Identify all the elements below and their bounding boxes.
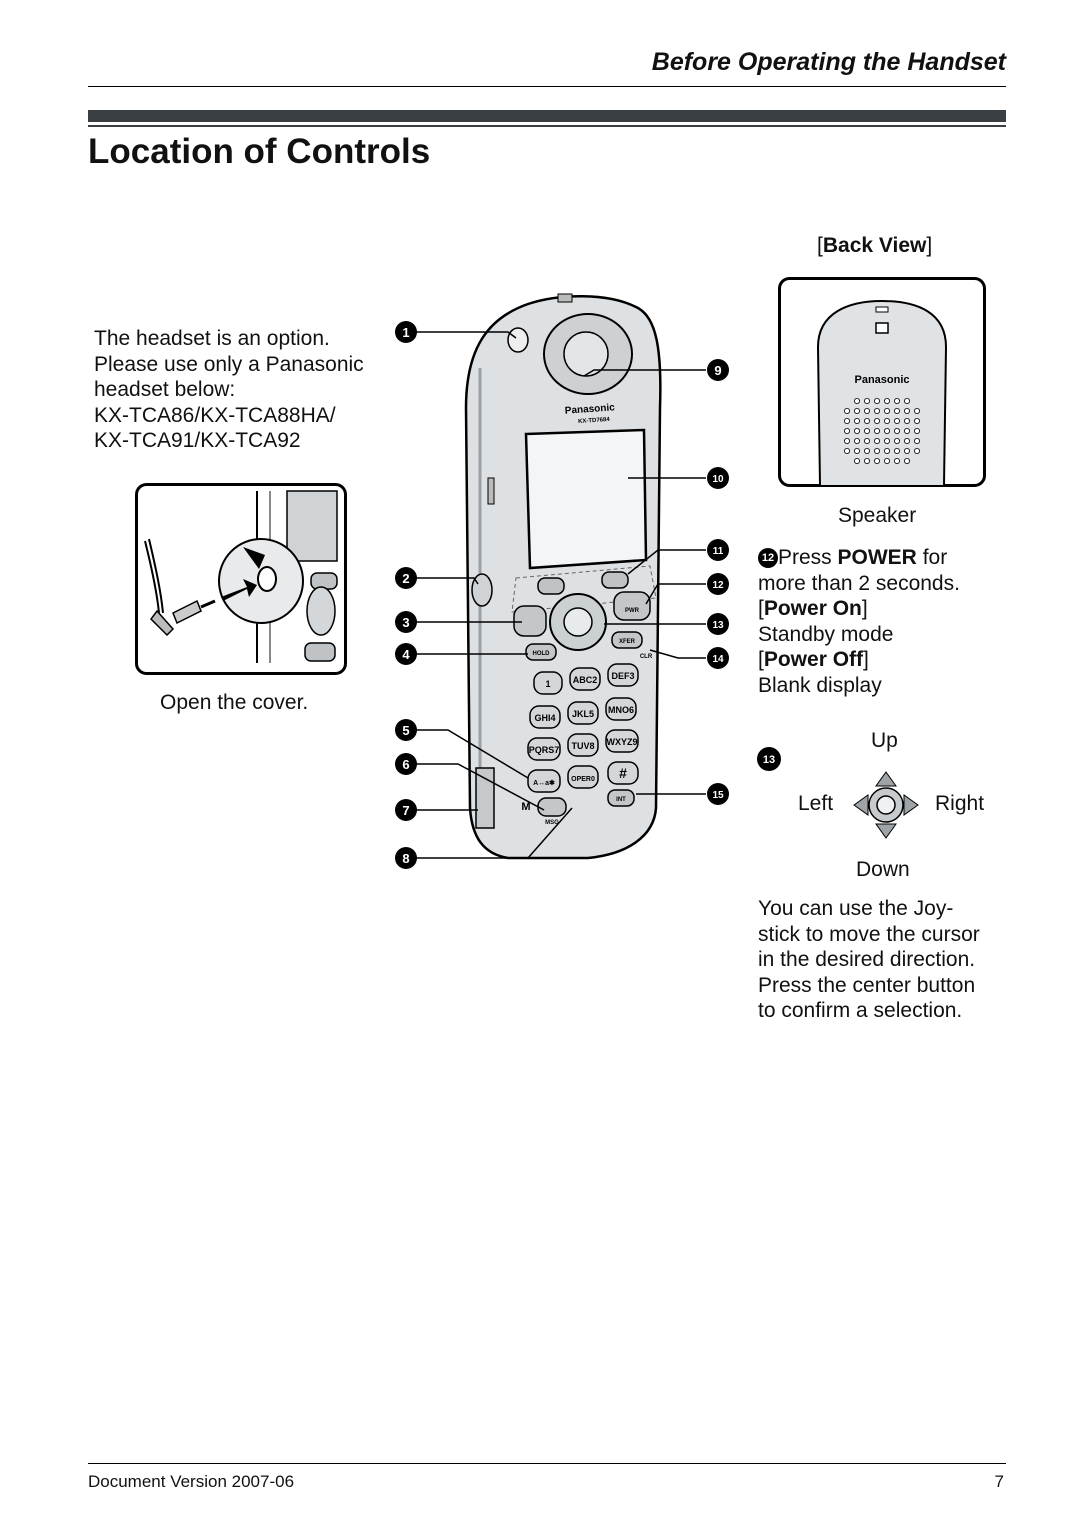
key-5-label: JKL5 [571,709,595,719]
section-header-title: Before Operating the Handset [651,48,1006,76]
speaker-hole [884,448,889,453]
speaker-hole [874,438,879,443]
page-title: Location of Controls [88,132,431,171]
handset-front-illustration [388,288,740,882]
joystick-down-label: Down [856,858,910,881]
back-view-label [817,234,932,258]
key-2-label: ABC2 [572,675,598,685]
power-line-2: more than 2 seconds. [758,571,960,595]
speaker-hole [864,398,869,403]
speaker-hole [854,438,859,443]
headset-note-line: Please use only a Panasonic [94,352,364,376]
speaker-hole [884,428,889,433]
handset-model: KX-TD7684 [577,416,610,426]
joystick-desc-line: to confirm a selection. [758,999,963,1022]
speaker-hole [904,418,909,423]
power-off-title: Power Off [763,648,864,671]
pwr-key-label: PWR [625,608,639,614]
speaker-hole [894,448,899,453]
callout-5: 5 [402,723,410,738]
xfer-key-label: XFER [618,639,636,645]
headset-model-line: KX-TCA86/KX-TCA88HA/ [94,403,336,427]
speaker-hole [884,408,889,413]
speaker-hole [904,398,909,403]
key-4-label: GHI4 [534,713,556,723]
key-0-label: OPER0 [571,776,595,783]
key-star-label: A↔a✱ [533,780,555,787]
speaker-hole [874,398,879,403]
speaker-hole [864,428,869,433]
speaker-hole [844,448,849,453]
speaker-hole [884,458,889,463]
speaker-hole [904,448,909,453]
callout-9: 9 [714,363,722,378]
speaker-hole [854,418,859,423]
document-version: Document Version 2007-06 [88,1472,295,1491]
power-on-desc: Standby mode [758,622,894,646]
back-view-title: Back View [822,234,927,257]
callout-12-inline: 12 [758,548,778,568]
callout-2: 2 [402,571,410,586]
power-key-name: POWER [837,546,917,569]
speaker-hole [884,418,889,423]
key-7-label: PQRS7 [528,745,560,755]
speaker-hole [894,398,899,403]
callout-12: 12 [712,580,724,591]
key-1-label: 1 [545,679,551,689]
callout-13-joystick [756,746,782,772]
title-underline [88,125,1006,127]
key-3-label: DEF3 [611,671,635,681]
callout-7: 7 [402,803,410,818]
speaker-hole [854,448,859,453]
key-9-label: WXYZ9 [606,737,638,747]
header-divider [88,86,1006,87]
key-6-label: MNO6 [607,705,635,715]
power-off-desc: Blank display [758,673,882,697]
speaker-hole [874,458,879,463]
speaker-hole [854,428,859,433]
bracket-open: [ [817,234,823,257]
power-line-suffix: for [916,546,948,569]
speaker-hole [914,448,919,453]
speaker-hole [914,428,919,433]
speaker-hole [844,428,849,433]
callout-1: 1 [402,325,410,340]
page-number: 7 [994,1472,1004,1491]
clr-key-label: CLR [639,654,653,660]
speaker-hole [904,408,909,413]
joystick-description [758,896,980,1024]
speaker-hole [874,448,879,453]
joystick-icon [852,770,920,840]
speaker-hole [874,418,879,423]
hold-key-label: HOLD [532,651,550,657]
speaker-hole [864,438,869,443]
callout-4: 4 [402,647,410,662]
handset-brand: Panasonic [564,402,616,417]
key-8-label: TUV8 [571,741,595,751]
int-key-label: INT [616,797,626,803]
speaker-hole [914,418,919,423]
headset-note [94,326,364,454]
speaker-hole [864,408,869,413]
speaker-hole [914,438,919,443]
joystick-left-label: Left [798,792,834,815]
callout-14: 14 [712,654,724,665]
bracket-close: ] [926,234,933,257]
speaker-hole [844,418,849,423]
headset-model-line: KX-TCA91/KX-TCA92 [94,429,301,452]
msg-key-label: MSG [545,820,559,826]
speaker-hole [844,408,849,413]
joystick-desc-line: You can use the Joy- [758,897,954,920]
callout-13: 13 [712,620,724,631]
joystick-desc-line: Press the center button [758,973,976,997]
callout-10: 10 [712,474,724,485]
speaker-hole [864,458,869,463]
power-line-prefix: Press [778,546,838,569]
power-line-1 [758,545,960,571]
joystick-right-label: Right [935,792,985,815]
speaker-hole [864,448,869,453]
power-section [758,545,960,698]
speaker-hole [844,438,849,443]
speaker-hole [894,428,899,433]
headset-note-line: headset below: [94,378,236,401]
speaker-hole [854,398,859,403]
callout-11: 11 [712,546,724,557]
speaker-hole [894,458,899,463]
speaker-hole [894,438,899,443]
open-cover-caption: Open the cover. [160,691,309,714]
joystick-desc-line: stick to move the cursor [758,922,980,946]
power-on-title: Power On [763,597,862,620]
joystick-up-label: Up [871,729,898,752]
headset-note-line: The headset is an option. [94,327,330,350]
speaker-hole [854,458,859,463]
power-off-label: [Power Off] [758,648,869,671]
power-on-label: [Power On] [758,597,868,620]
speaker-hole [864,418,869,423]
speaker-hole [874,408,879,413]
callout-6: 6 [402,757,410,772]
speaker-hole [874,428,879,433]
speaker-hole [904,458,909,463]
footer-divider [88,1463,1006,1464]
speaker-hole [884,398,889,403]
m-mark: M [521,801,531,813]
speaker-hole [904,428,909,433]
speaker-hole [894,418,899,423]
callout-3: 3 [402,615,410,630]
back-brand: Panasonic [854,374,910,386]
callout-13-joystick-label: 13 [762,754,776,766]
speaker-hole [894,408,899,413]
callout-8: 8 [402,851,410,866]
speaker-hole [914,408,919,413]
headset-jack-illustration [135,483,347,675]
speaker-hole [884,438,889,443]
callout-15: 15 [712,790,724,801]
speaker-caption: Speaker [838,504,917,527]
speaker-hole [904,438,909,443]
title-bar [88,110,1006,122]
joystick-desc-line: in the desired direction. [758,948,976,971]
back-view-illustration [778,277,986,487]
key-hash-label: # [619,765,627,781]
speaker-hole [854,408,859,413]
